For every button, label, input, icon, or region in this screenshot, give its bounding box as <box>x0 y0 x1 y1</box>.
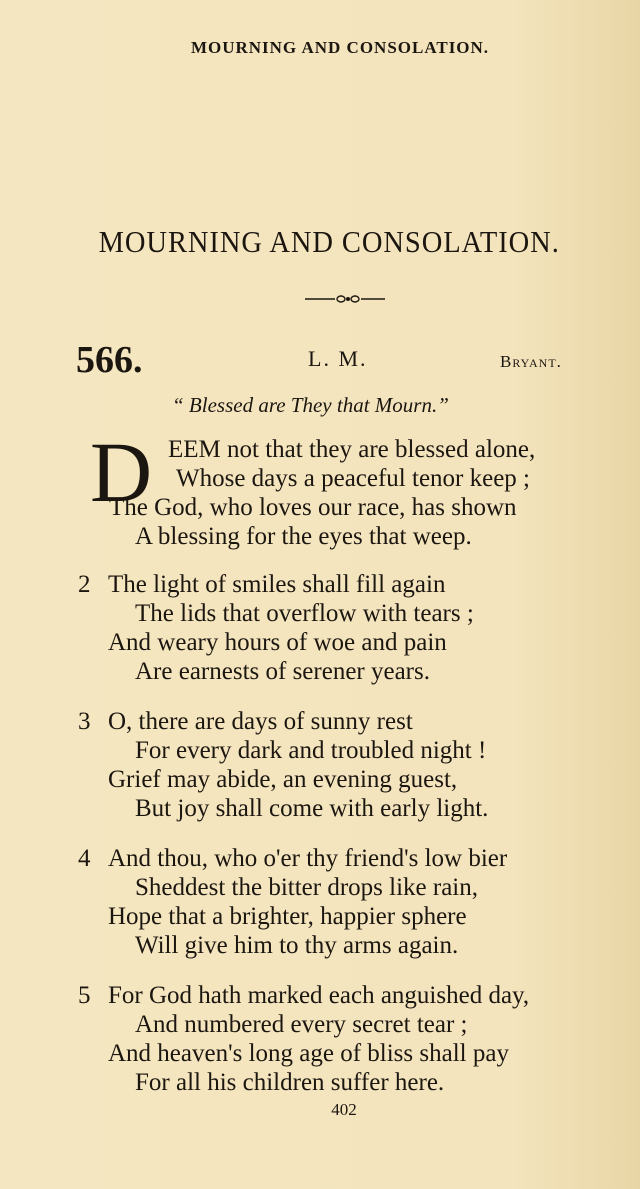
stanza-line: Hope that a brighter, happier sphere <box>108 903 467 930</box>
running-head: MOURNING AND CONSOLATION. <box>190 38 490 57</box>
stanza-line: For all his children suffer here. <box>135 1069 445 1096</box>
section-title: MOURNING AND CONSOLATION. <box>98 224 560 259</box>
stanza-line: And heaven's long age of bliss shall pay <box>108 1040 509 1067</box>
stanza-line: And numbered every secret tear ; <box>135 1011 468 1038</box>
hymn-epigraph: “ Blessed are They that Mourn.” <box>172 393 449 417</box>
stanza-line: Are earnests of serener years. <box>135 658 430 685</box>
stanza-number: 2 <box>78 571 91 598</box>
drop-cap: D <box>90 424 153 520</box>
stanza-line: A blessing for the eyes that weep. <box>135 523 472 550</box>
stanza-line: Will give him to thy arms again. <box>135 932 459 959</box>
stanza-line: Sheddest the bitter drops like rain, <box>135 874 478 901</box>
stanza-line: The God, who loves our race, has shown <box>109 494 517 521</box>
stanza-number: 5 <box>78 982 91 1009</box>
stanza-line: For God hath marked each anguished day, <box>108 982 530 1009</box>
stanza-line: The light of smiles shall fill again <box>108 571 446 598</box>
stanza-number: 4 <box>78 845 91 872</box>
hymn-author: Bryant. <box>500 352 562 371</box>
stanza-line: For every dark and troubled night ! <box>135 737 487 764</box>
stanza-line: And weary hours of woe and pain <box>108 629 447 656</box>
stanza-line: O, there are days of sunny rest <box>108 708 413 735</box>
stanza-line: The lids that overflow with tears ; <box>135 600 474 627</box>
stanza-number: 3 <box>78 708 91 735</box>
stanza-line: Whose days a peaceful tenor keep ; <box>176 465 531 492</box>
ornament-divider <box>305 292 385 306</box>
stanza-line: Grief may abide, an evening guest, <box>108 766 458 793</box>
hymn-number: 566. <box>76 339 143 381</box>
stanza-line: And thou, who o'er thy friend's low bier <box>108 845 508 872</box>
hymn-meter: L. M. <box>308 346 368 371</box>
page-number: 402 <box>331 1100 357 1119</box>
stanza-line: But joy shall come with early light. <box>135 795 489 822</box>
stanza-line: EEM not that they are blessed alone, <box>168 436 536 463</box>
